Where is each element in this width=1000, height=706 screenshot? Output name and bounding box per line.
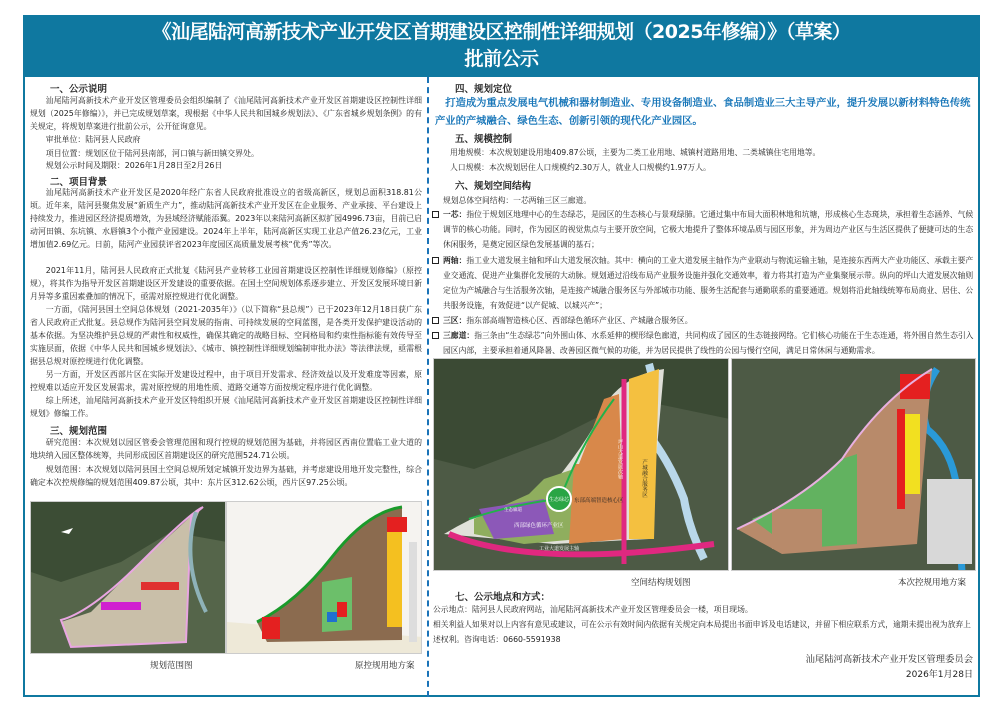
- checkbox-icon: [432, 317, 439, 324]
- s1-intro: 汕尾陆河高新技术产业开发区管理委员会组织编制了《汕尾陆河高新技术产业开发区首期建设区控制性详细规划（2025年修编）》，并已完成规划草案，现根据《中华人民共和国城乡规划法》、《广东省城乡规划条例》的有关规定，将规划草案进行批前公示，公开征询意见。: [30, 96, 422, 132]
- section-6-title: 六、规划空间结构: [455, 181, 532, 192]
- s2-p2: 2021年11月，陆河县人民政府正式批复《陆河县产业转移工业园首期建设区控制性详细规划修编》（原控规），将其作为指导开发区首期建设区开发建设的重要依据。在国土空间规划体系逐步建立、开发区发展环境日新月异等多重因素叠加的情况下，亟需对原控规进行优化调整。: [30, 266, 422, 302]
- map-caption-scope: 规划范围图: [150, 661, 193, 671]
- section-7-title: 七、公示地点和方式：: [455, 592, 551, 603]
- s1-location: 项目位置：规划区位于陆河县南部，河口镇与新田镇交界处。: [45, 149, 259, 158]
- s2-p3: 一方面，《陆河县国土空间总体规划（2021-2035年）》（以下简称“县总规”）已于2023年12月18日获广东省人民政府正式批复。县总规作为陆河县空间发展的指南、可持续发展的空间蓝图，是各类开发保护建设活动的基本依据。为坚决维护县总规的严肃性和权威性，确保其确定的战略目标、空间格局和约束性指标能有效传导至实施层面，依据《中华人民共和国城乡规划法》、《城市、镇控制性详细规划编制审批办法》等法律法规，亟需根据县总规对原控规进行优化调整。: [30, 305, 422, 367]
- s2-p5: 综上所述，汕尾陆河高新技术产业开发区特组织开展《汕尾陆河高新技术产业开发区首期建设区控制性详细规划》修编工作。: [30, 396, 422, 419]
- issue-date: 2026年1月28日: [905, 670, 973, 680]
- checkbox-icon: [432, 332, 439, 339]
- structure-overall: 规划总体空间结构：一芯两轴三区三廊道。: [443, 196, 592, 205]
- section-3-title: 三、规划范围: [50, 426, 108, 437]
- structure-item-axes: 两轴：指工业大道发展主轴和坪山大道发展次轴。其中：横向的工业大道发展主轴作为产业联动与物流运输主轴，是连接东西两大产业功能区、承载主要产业交通流、促进产业集群化发展的大动脉。规划通过沿线布局产业服务设施并强化交通效率，着力将其打造为产业集聚展示带。纵向的坪山大道发展次轴则定位为产城融合与生活服务次轴，是连接产城融合服务区与外部城市功能、服务生活配套与通勤联系的重要通道。规划将沿此轴线统筹布局商业、居住、公共服务设施，有效促进“以产促城、以城兴产”；: [432, 253, 977, 313]
- map-caption-land-use: 本次控规用地方案: [898, 578, 967, 588]
- current-land-use-map: [731, 358, 976, 571]
- map-caption-structure: 空间结构规划图: [631, 578, 691, 588]
- svg-text:生态廊道: 生态廊道: [504, 508, 522, 513]
- land-scale: 用地规模：本次规划建设用地409.87公顷，主要为二类工业用地、城镇村道路用地、二类城镇住宅用地等。: [450, 148, 821, 157]
- svg-text:坪山大道发展次轴: 坪山大道发展次轴: [617, 439, 623, 479]
- title-line-2: 批前公示: [464, 48, 539, 70]
- structure-item-zones: 三区：指东部高端智造核心区、西部绿色循环产业区、产城融合服务区。: [432, 313, 977, 328]
- publicity-place: 公示地点：陆河县人民政府网站，汕尾陆河高新技术产业开发区管理委员会一楼，项目现场。: [433, 605, 753, 614]
- page-header: [23, 15, 980, 77]
- original-land-use-map: [226, 501, 422, 654]
- structure-item-core: 一芯：指位于规划区地理中心的生态绿芯，是园区的生态核心与景观绿肺。它通过集中布局大面积林地和坑塘，形成核心生态斑块，承担着生态涵养、气候调节的核心功能。同时，作为园区的视觉焦点与主要开放空间，它极大地提升了整体环境品质与园区形象，并为周边产业区与生活区提供了便捷可达的生态休闲服务，是奠定园区绿色发展基调的基石；: [432, 207, 977, 252]
- checkbox-icon: [432, 257, 439, 264]
- s2-p4: 另一方面，开发区西部片区在实际开发建设过程中，由于项目开发需求、经济效益以及开发难度等因素，原控规难以适应开发区发展需求，需对原控规的用地性质、道路交通等方面按规定程序进行优化调整。: [30, 370, 422, 393]
- publicity-note: 相关利益人如果对以上内容有意见或建议，可在公示有效时间内依据有关规定向本局提出书面申诉及电话建议，并留下相应联系方式，逾期未提出视为放弃上述权利。咨询电话：0660-5591938: [433, 620, 971, 644]
- positioning-statement: 打造成为重点发展电气机械和器材制造业、专用设备制造业、食品制造业三大主导产业，提升发展以新材料特色传统产业的产城融合、绿色生态、创新引领的现代化产业园区。: [435, 97, 971, 127]
- svg-text:产城融合服务区: 产城融合服务区: [641, 459, 647, 498]
- s3-plan: 规划范围：本次规划以陆河县国土空间总规所划定城镇开发边界为基础，并考虑建设用地开发完整性，综合确定本次控规修编的规划范围409.87公顷，其中：东片区312.62公顷，西片区97.25公顷。: [30, 465, 422, 488]
- section-4-title: 四、规划定位: [455, 84, 513, 95]
- svg-text:工业大道发展主轴: 工业大道发展主轴: [539, 546, 580, 552]
- s1-period: 规划公示时间及期限：2026年1月28日至2月26日: [45, 161, 223, 170]
- svg-text:西部绿色循环产业区: 西部绿色循环产业区: [514, 523, 564, 529]
- spatial-structure-map: [433, 358, 729, 571]
- s1-approver: 审批单位：陆河县人民政府: [45, 135, 141, 144]
- s2-p1: 汕尾陆河高新技术产业开发区是2020年经广东省人民政府批准设立的省级高新区，规划总面积318.81公顷。近年来，陆河县聚焦发展“新质生产力”，推动陆河高新技术产业开发区在企业服务、产业承接、平台建设上持续发力，推进园区经济提质增效，为县域经济赋能添翼。2023年以来陆河高新区拟扩园4996.73亩，目前已启动河田镇、东坑镇、水唇镇3个小微产业园建设。2024年上半年，陆河高新区实现工业总产值26.23亿元，工业增加值2.69亿元。日前，陆河产业园获评省2023年度园区高质量发展考核“优秀”等次。: [30, 188, 423, 250]
- section-5-title: 五、规模控制: [455, 134, 513, 145]
- svg-text:生态绿芯: 生态绿芯: [548, 497, 570, 503]
- title-line-1: 《汕尾陆河高新技术产业开发区首期建设区控制性详细规划（2025年修编）》（草案）: [152, 21, 851, 43]
- column-divider: [427, 77, 429, 697]
- checkbox-icon: [432, 211, 439, 218]
- s3-research: 研究范围：本次规划以园区管委会管理范围和现行控规的规划范围为基础，并将园区西南位置临工业大道的地块纳入园区整体统筹，共同形成园区首期建设区的研究范围524.71公顷。: [30, 438, 422, 461]
- svg-text:东部高端智造核心区: 东部高端智造核心区: [574, 498, 624, 504]
- planning-scope-map: [30, 501, 226, 654]
- map-caption-original: 原控规用地方案: [355, 661, 415, 671]
- structure-item-corridors: 三廊道：指三条由“生态绿芯”向外围山体、水系延伸的楔形绿色廊道，共同构成了园区的生态链接网络。它们核心功能在于生态连通，将外围自然生态引入园区内部，主要承担着通风降暑、改善园区微气候的功能，并为居民提供了线性的公园与慢行空间，满足日常休闲与通勤需求。: [432, 328, 977, 358]
- issuer: 汕尾陆河高新技术产业开发区管理委员会: [805, 654, 973, 665]
- section-2-title: 二、项目背景: [50, 177, 108, 188]
- population-scale: 人口规模：本次规划居住人口规模约2.30万人，就业人口规模约1.97万人。: [450, 163, 711, 172]
- zone-service: [629, 369, 659, 539]
- section-1-title: 一、公示说明: [50, 84, 108, 95]
